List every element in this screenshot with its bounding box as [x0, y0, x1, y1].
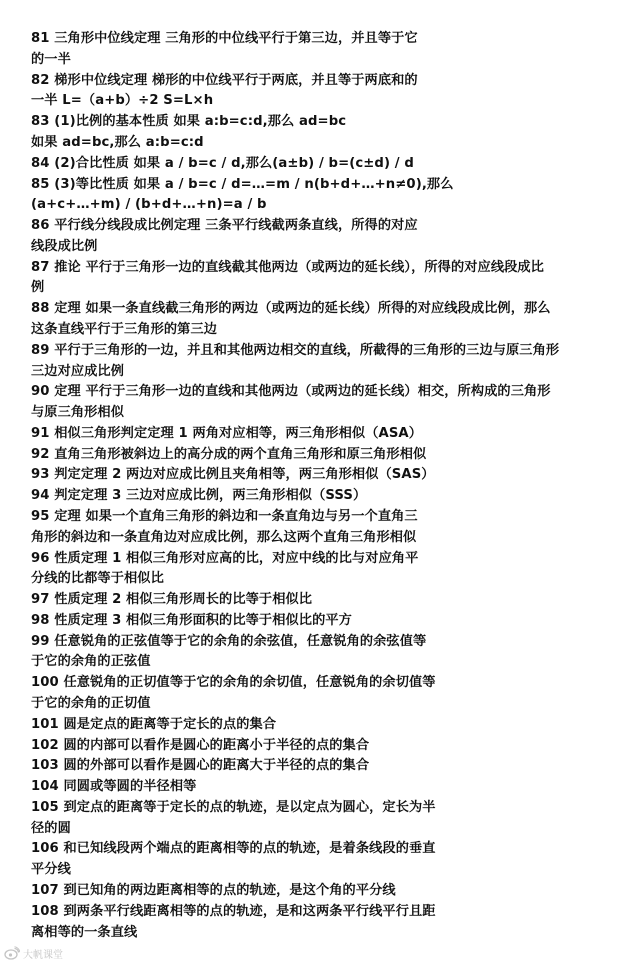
text-line: 与原三角形相似: [31, 405, 125, 420]
text-line: 99 任意锐角的正弦值等于它的余角的余弦值，任意锐角的余弦值等: [31, 633, 427, 649]
text-line: 88 定理 如果一条直线截三角形的两边（或两边的延长线）所得的对应线段成比例，那么: [31, 301, 551, 317]
text-line: 102 圆的内部可以看作是圆心的距离小于半径的点的集合: [31, 737, 370, 753]
cropped-header-strip: [360, 0, 588, 5]
text-line: 平分线: [31, 862, 71, 878]
text-line: 分线的比都等于相似比: [31, 571, 164, 587]
text-line: 100 任意锐角的正切值等于它的余角的余切值，任意锐角的余切值等: [31, 675, 436, 691]
text-line: 例: [31, 280, 45, 296]
weibo-icon: [4, 946, 20, 960]
text-line: 径的圆: [31, 820, 71, 836]
text-line: 97 性质定理 2 相似三角形周长的比等于相似比: [31, 592, 313, 608]
text-line: 的一半: [31, 51, 71, 67]
text-line: 104 同圆或等圆的半径相等: [31, 779, 197, 795]
text-line: 103 圆的外部可以看作是圆心的距离大于半径的点的集合: [31, 758, 370, 774]
text-line: 91 相似三角形判定定理 1 两角对应相等，两三角形相似（ASA）: [31, 425, 423, 441]
text-line: 86 平行线分线段成比例定理 三条平行线截两条直线，所得的对应: [31, 218, 418, 233]
text-line: 101 圆是定点的距离等于定长的点的集合: [31, 716, 277, 732]
text-line: 三边对应成比例: [31, 363, 125, 379]
text-line: 87 推论 平行于三角形一边的直线截其他两边（或两边的延长线），所得的对应线段成比: [31, 259, 544, 275]
text-line: 92 直角三角形被斜边上的高分成的两个直角三角形和原三角形相似: [31, 446, 427, 462]
text-line: 如果 ad=bc,那么 a:b=c:d: [31, 134, 204, 150]
text-line: 90 定理 平行于三角形一边的直线和其他两边（或两边的延长线）相交，所构成的三角形: [31, 384, 551, 400]
text-line: 107 到已知角的两边距离相等的点的轨迹，是这个角的平分线: [31, 883, 396, 898]
text-line: 这条直线平行于三角形的第三边: [31, 321, 218, 337]
text-line: 93 判定定理 2 两边对应成比例且夹角相等，两三角形相似（SAS）: [31, 467, 435, 483]
text-line: 98 性质定理 3 相似三角形面积的比等于相似比的平方: [31, 612, 352, 628]
text-line: 一半 L=（a+b）÷2 S=L×h: [31, 93, 214, 109]
text-line: 105 到定点的距离等于定长的点的轨迹，是以定点为圆心，定长为半: [31, 799, 436, 815]
text-line: 于它的余角的正弦值: [31, 654, 151, 670]
text-line: (a+c+…+m) / (b+d+…+n)=a / b: [31, 197, 267, 213]
text-line: 81 三角形中位线定理 三角形的中位线平行于第三边，并且等于它: [31, 31, 418, 46]
text-line: 于它的余角的正切值: [31, 696, 151, 711]
text-line: 83 (1)比例的基本性质 如果 a:b=c:d,那么 ad=bc: [31, 114, 347, 130]
text-line: 106 和已知线段两个端点的距离相等的点的轨迹，是着条线段的垂直: [31, 841, 436, 857]
text-line: 89 平行于三角形的一边，并且和其他两边相交的直线，所截得的三角形的三边与原三角形: [31, 342, 560, 358]
text-line: 82 梯形中位线定理 梯形的中位线平行于两底，并且等于两底和的: [31, 72, 418, 88]
text-line: 角形的斜边和一条直角边对应成比例，那么这两个直角三角形相似: [31, 529, 417, 545]
text-line: 108 到两条平行线距离相等的点的轨迹，是和这两条平行线平行且距: [31, 903, 436, 919]
text-line: 85 (3)等比性质 如果 a / b=c / d=…=m / n(b+d+…+n≠0),那么: [31, 176, 454, 192]
text-line: 95 定理 如果一个直角三角形的斜边和一条直角边与另一个直角三: [31, 508, 418, 524]
watermark: [4, 944, 63, 962]
text-line: 96 性质定理 1 相似三角形对应高的比，对应中线的比与对应角平: [31, 550, 419, 566]
text-line: 离相等的一条直线: [31, 924, 138, 940]
text-line: 线段成比例: [31, 238, 98, 254]
text-line: 94 判定定理 3 三边对应成比例，两三角形相似（SSS）: [31, 488, 367, 504]
watermark-text: 大帆课堂: [23, 949, 63, 961]
text-line: 84 (2)合比性质 如果 a / b=c / d,那么(a±b) / b=(c±d) / d: [31, 155, 414, 171]
